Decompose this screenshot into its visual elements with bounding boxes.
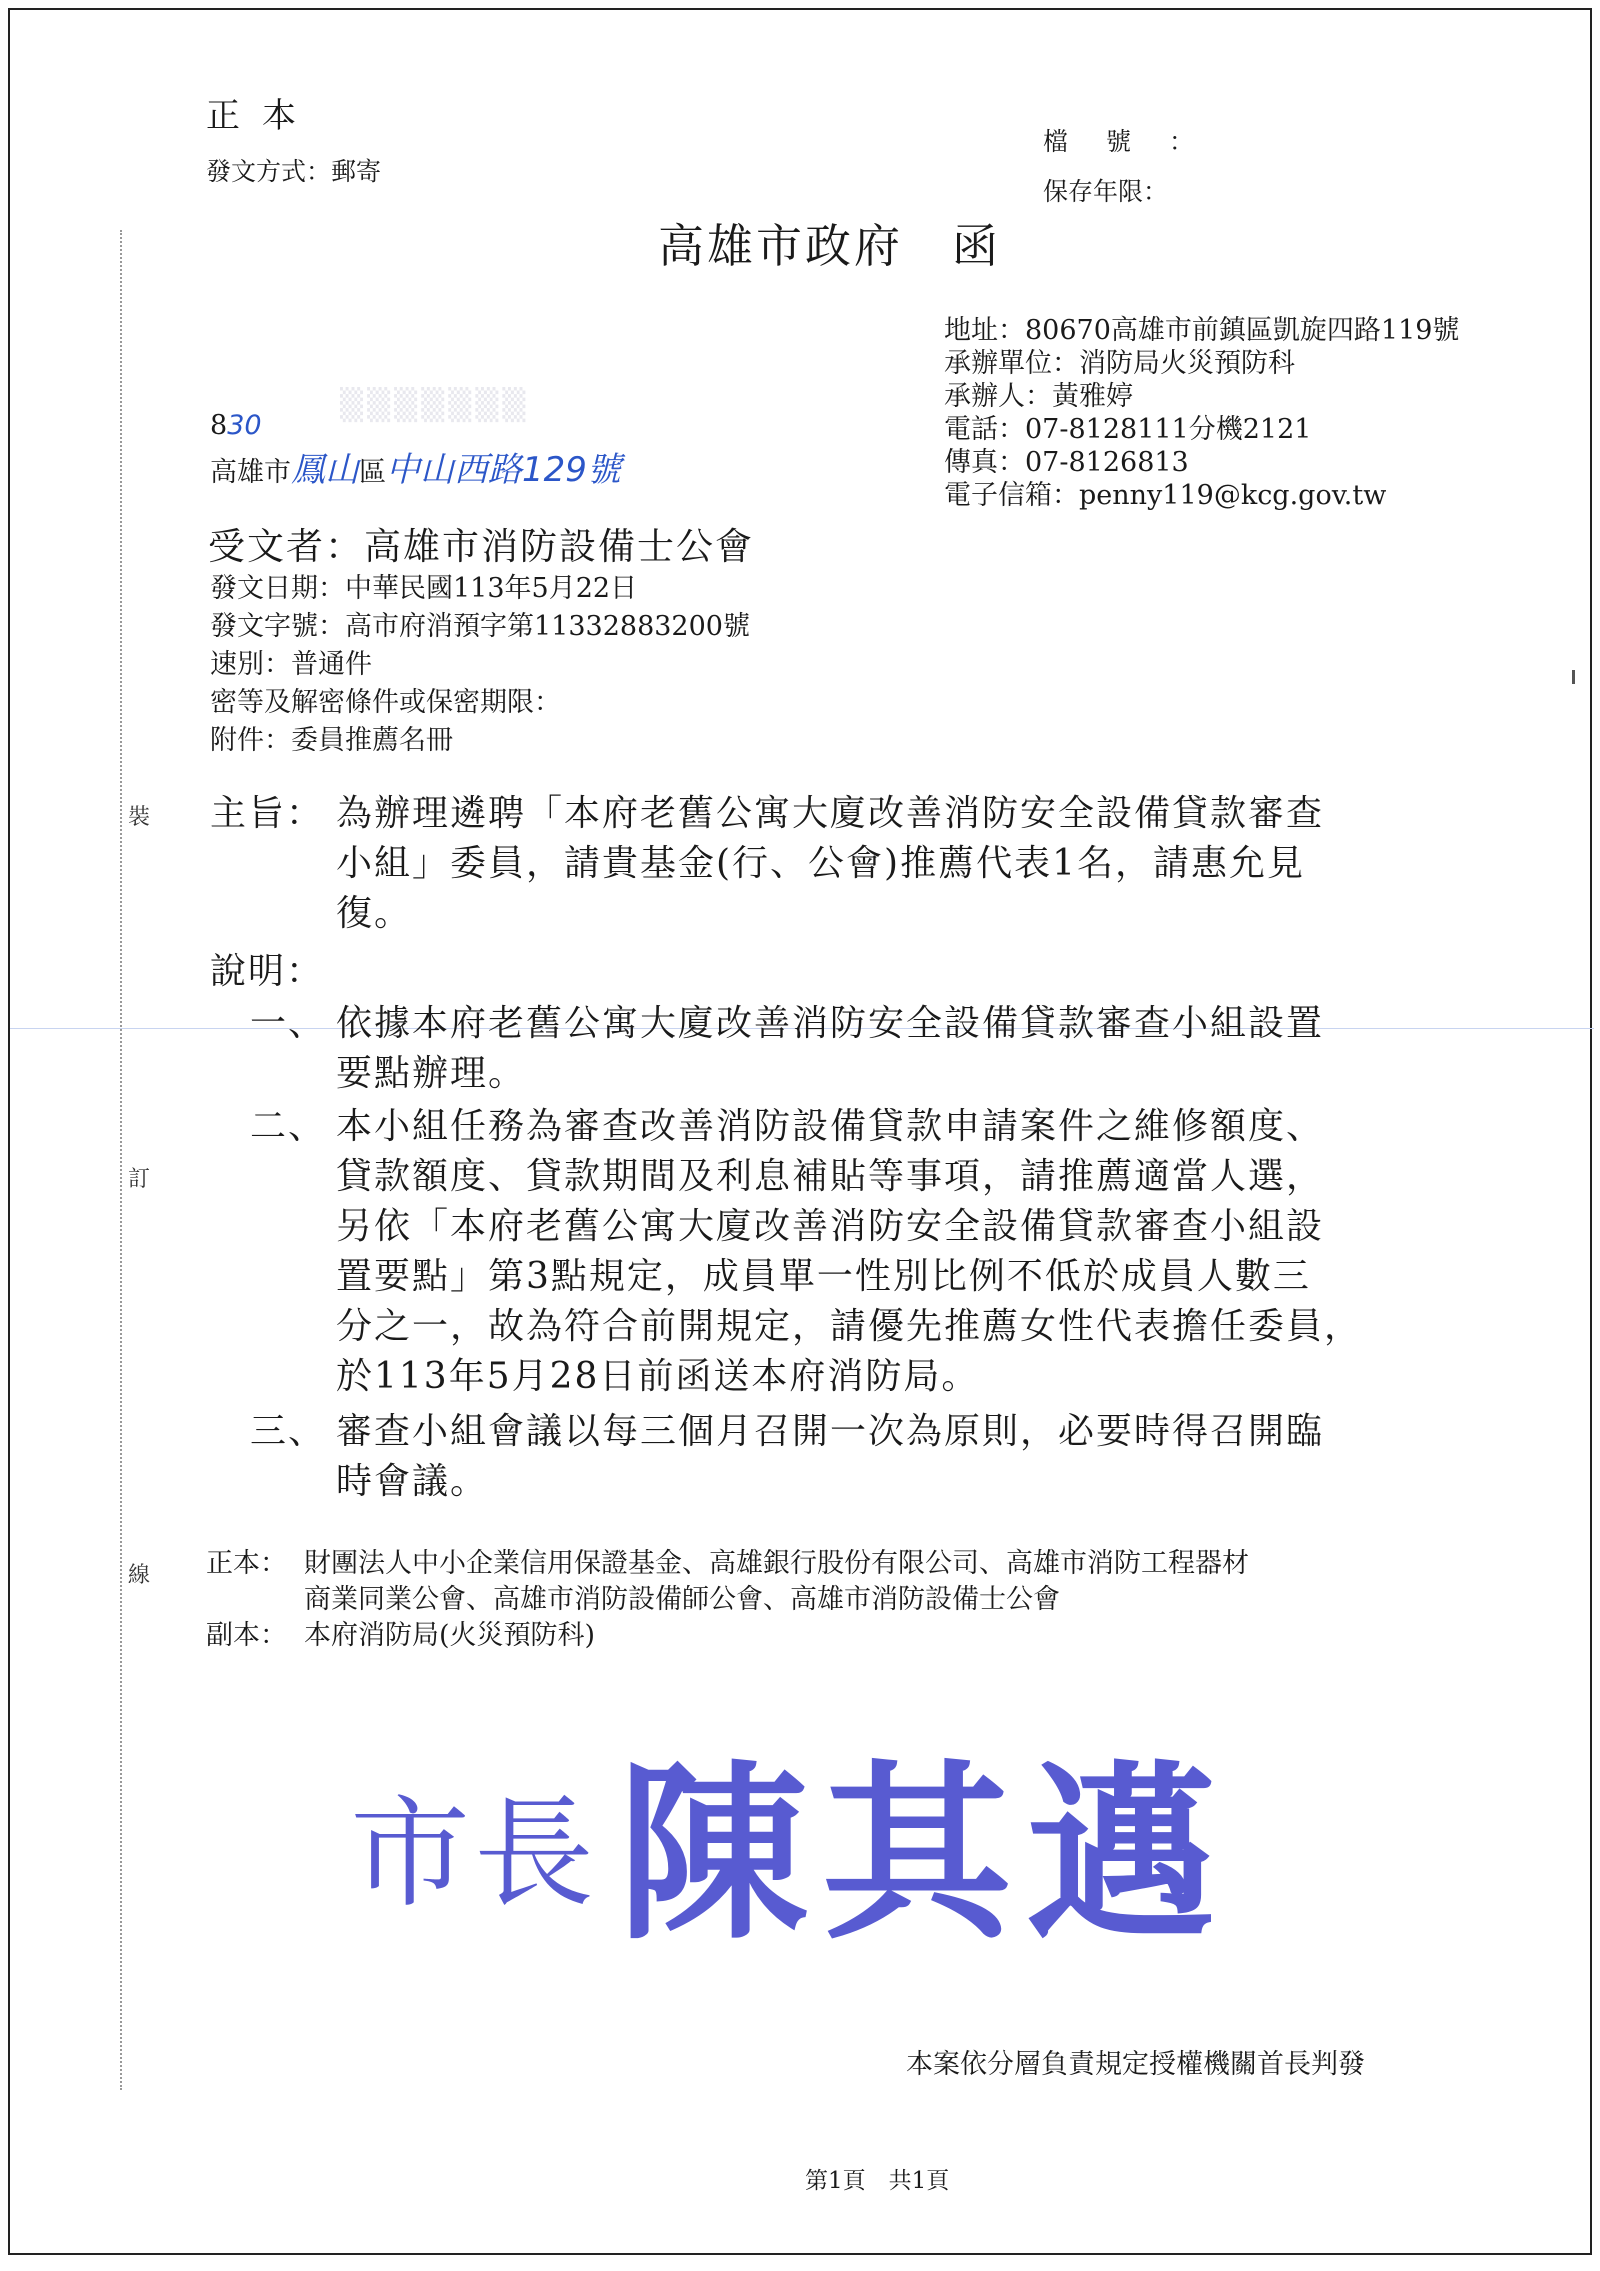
delegation-note: 本案依分層負責規定授權機關首長判發 bbox=[906, 2049, 1365, 2080]
sender-address: 地址：80670高雄市前鎮區凱旋四路119號 bbox=[944, 315, 1460, 346]
item-2-line-5: 分之一，故為符合前開規定，請優先推薦女性代表擔任委員， bbox=[336, 1306, 1363, 1347]
document-page bbox=[8, 8, 1592, 2255]
file-number-colon: ： bbox=[1169, 127, 1195, 156]
sender-person: 承辦人：黃雅婷 bbox=[944, 381, 1133, 412]
original-recipients-line-2: 商業同業公會、高雄市消防設備師公會、高雄市消防設備士公會 bbox=[304, 1584, 1060, 1615]
sender-email: 電子信箱：penny119@kcg.gov.tw bbox=[944, 480, 1387, 511]
item-2-line-6: 於113年5月28日前函送本府消防局。 bbox=[336, 1356, 980, 1397]
receiver-postcode bbox=[210, 410, 262, 441]
mayor-seal-signature bbox=[350, 1730, 1230, 1950]
subject-line-2: 小組」委員，請貴基金(行、公會)推薦代表1名，請惠允見 bbox=[336, 843, 1305, 884]
attachment: 附件：委員推薦名冊 bbox=[210, 725, 453, 756]
receiver-address bbox=[210, 442, 621, 491]
postcode-handwritten: 30 bbox=[227, 410, 262, 441]
scan-mark bbox=[1572, 670, 1575, 684]
file-number bbox=[1043, 122, 1194, 158]
item-1-line-1: 依據本府老舊公寓大廈改善消防安全設備貸款審查小組設置 bbox=[336, 1003, 1325, 1044]
send-method: 發文方式：郵寄 bbox=[206, 157, 382, 186]
cc-recipients: 本府消防局(火災預防科) bbox=[304, 1620, 596, 1651]
document-meta bbox=[210, 570, 750, 760]
sender-block bbox=[944, 314, 1459, 512]
faint-bleed-through: ▒▒▒▒▒▒▒ bbox=[340, 388, 530, 423]
description-label: 說明： bbox=[210, 951, 325, 992]
secrecy-level: 密等及解密條件或保密期限： bbox=[210, 687, 561, 718]
item-number-3: 三、 bbox=[250, 1411, 327, 1452]
speed-class: 速別：普通件 bbox=[210, 649, 372, 680]
cc-label: 副本： bbox=[206, 1620, 287, 1651]
subject-label: 主旨： bbox=[210, 793, 325, 834]
document-number: 發文字號：高市府消預字第11332883200號 bbox=[210, 611, 750, 642]
item-number-1: 一、 bbox=[250, 1003, 327, 1044]
street-handwritten: 中山西路129號 bbox=[386, 450, 621, 490]
postcode-printed: 8 bbox=[210, 410, 228, 441]
copy-mark: 正本 bbox=[206, 96, 318, 136]
seal-text-name: 陳其邁 bbox=[618, 1742, 1230, 1950]
document-title: 高雄市政府 函 bbox=[658, 219, 1001, 273]
item-3-line-2: 時會議。 bbox=[336, 1461, 489, 1502]
item-3-line-1: 審查小組會議以每三個月召開一次為原則，必要時得召開臨 bbox=[336, 1411, 1325, 1452]
item-2-line-2: 貸款額度、貸款期間及利息補貼等事項，請推薦適當人選， bbox=[336, 1156, 1325, 1197]
sender-phone: 電話：07-8128111分機2121 bbox=[944, 414, 1312, 445]
binding-char-zhuang: 裝 bbox=[128, 800, 150, 831]
address-city: 高雄市 bbox=[210, 457, 291, 488]
district-suffix: 區 bbox=[359, 457, 386, 488]
file-number-label: 檔號 bbox=[1043, 127, 1170, 156]
seal-text-title: 市長 bbox=[350, 1785, 598, 1924]
sender-fax: 傳真：07-8126813 bbox=[944, 447, 1189, 478]
recipient: 受文者：高雄市消防設備士公會 bbox=[208, 525, 754, 568]
original-recipients-label: 正本： bbox=[206, 1548, 287, 1579]
issue-date: 發文日期：中華民國113年5月22日 bbox=[210, 573, 638, 604]
item-number-2: 二、 bbox=[250, 1106, 327, 1147]
district-handwritten: 鳳山 bbox=[291, 450, 359, 490]
retention-period: 保存年限： bbox=[1043, 177, 1169, 206]
page-indicator: 第1頁 共1頁 bbox=[805, 2168, 950, 2194]
sender-unit: 承辦單位：消防局火災預防科 bbox=[944, 348, 1295, 379]
binding-char-ding: 訂 bbox=[128, 1162, 150, 1193]
subject-line-1: 為辦理遴聘「本府老舊公寓大廈改善消防安全設備貸款審查 bbox=[336, 793, 1325, 834]
subject-line-3: 復。 bbox=[336, 893, 413, 934]
binding-char-xian: 線 bbox=[128, 1558, 150, 1589]
item-1-line-2: 要點辦理。 bbox=[336, 1053, 527, 1094]
item-2-line-3: 另依「本府老舊公寓大廈改善消防安全設備貸款審查小組設 bbox=[336, 1206, 1325, 1247]
item-2-line-1: 本小組任務為審查改善消防設備貸款申請案件之維修額度、 bbox=[336, 1106, 1325, 1147]
original-recipients-line-1: 財團法人中小企業信用保證基金、高雄銀行股份有限公司、高雄市消防工程器材 bbox=[304, 1548, 1249, 1579]
binding-line bbox=[120, 230, 123, 2090]
item-2-line-4: 置要點」第3點規定，成員單一性別比例不低於成員人數三 bbox=[336, 1256, 1311, 1297]
